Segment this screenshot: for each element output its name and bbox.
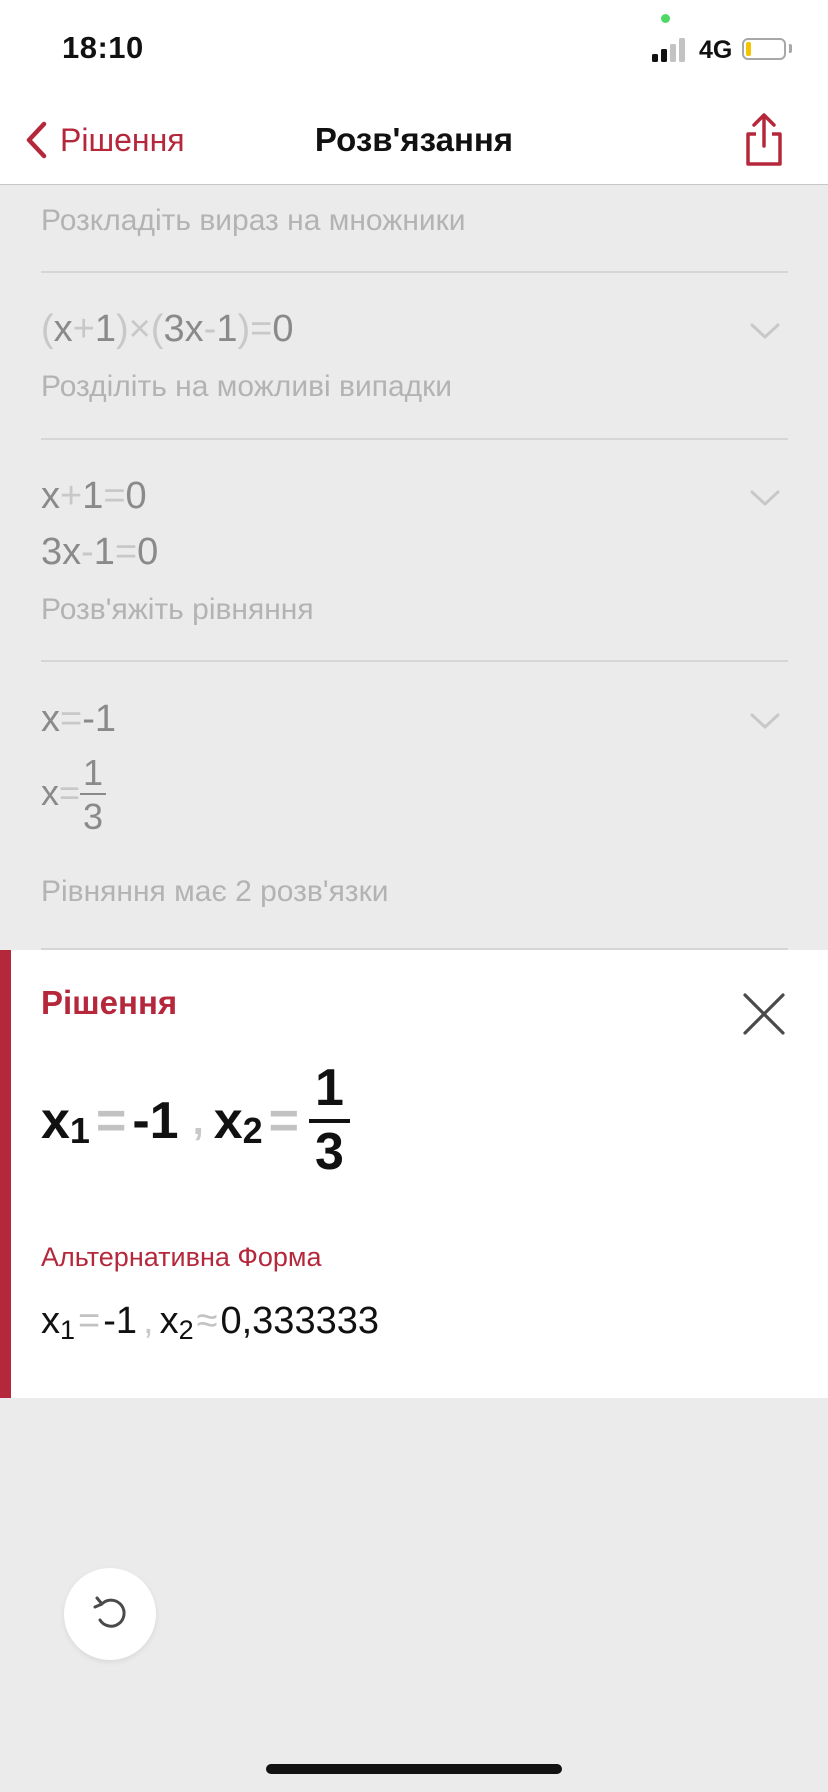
battery-level bbox=[746, 42, 751, 56]
battery-cap bbox=[789, 44, 792, 53]
paren: ( bbox=[41, 308, 54, 350]
operator: - bbox=[203, 308, 217, 350]
operator: = bbox=[60, 698, 83, 740]
operator: × bbox=[128, 308, 151, 350]
step-description: Розв'яжіть рівняння bbox=[41, 593, 314, 626]
step-divider bbox=[41, 271, 788, 273]
variable: x bbox=[41, 698, 60, 740]
number: 1 bbox=[93, 531, 115, 573]
operator: + bbox=[60, 475, 83, 517]
number: 0 bbox=[137, 531, 159, 573]
operator: = bbox=[103, 475, 126, 517]
paren: ) bbox=[237, 308, 251, 350]
fraction-numerator: 1 bbox=[309, 1059, 350, 1123]
solution-card bbox=[0, 950, 828, 1398]
fraction bbox=[80, 752, 106, 839]
number: 1 bbox=[82, 475, 104, 517]
chevron-left-icon bbox=[24, 120, 48, 160]
operator: = bbox=[59, 771, 81, 813]
variable: x bbox=[53, 308, 73, 350]
step-divider bbox=[41, 660, 788, 662]
chevron-down-icon[interactable] bbox=[748, 710, 782, 732]
step-expression bbox=[41, 752, 106, 839]
number: -1 bbox=[132, 1092, 179, 1150]
number: 3 bbox=[41, 531, 63, 573]
battery-icon bbox=[742, 38, 786, 60]
solution-title: Рішення bbox=[41, 984, 178, 1021]
separator: , bbox=[143, 1300, 154, 1342]
variable: x bbox=[41, 1300, 60, 1342]
signal-strength-icon bbox=[652, 38, 692, 62]
number: 0 bbox=[272, 308, 294, 350]
separator: , bbox=[192, 1098, 204, 1143]
operator: = bbox=[268, 1092, 300, 1150]
operator: = bbox=[250, 308, 273, 350]
number: 1 bbox=[216, 308, 238, 350]
page-title: Розв'язання bbox=[314, 121, 514, 158]
operator: = bbox=[114, 531, 138, 573]
operator: ≈ bbox=[196, 1300, 218, 1342]
number: 0 bbox=[125, 475, 147, 517]
step-expression bbox=[41, 531, 158, 574]
step-description: Рівняння має 2 розв'язки bbox=[41, 875, 389, 908]
number: 1 bbox=[94, 308, 116, 350]
back-label: Рішення bbox=[60, 121, 185, 158]
number: -1 bbox=[103, 1300, 138, 1342]
variable: x bbox=[159, 1300, 179, 1342]
fraction-numerator: 1 bbox=[80, 752, 106, 795]
fraction-denominator: 3 bbox=[315, 1123, 344, 1181]
variable: x bbox=[62, 531, 82, 573]
home-indicator[interactable] bbox=[266, 1764, 562, 1774]
subscript: 2 bbox=[242, 1110, 263, 1151]
number: 0,333333 bbox=[220, 1300, 379, 1342]
close-icon[interactable] bbox=[742, 992, 786, 1036]
paren: ) bbox=[116, 308, 129, 350]
variable: x bbox=[213, 1092, 243, 1150]
status-bar bbox=[0, 0, 828, 96]
variable: x bbox=[184, 308, 204, 350]
operator: = bbox=[95, 1092, 127, 1150]
share-icon bbox=[740, 112, 788, 168]
step-description: Розділіть на можливі випадки bbox=[41, 370, 453, 403]
chevron-down-icon[interactable] bbox=[748, 487, 782, 509]
step-expression bbox=[41, 475, 147, 518]
undo-icon bbox=[91, 1594, 129, 1634]
privacy-indicator-dot bbox=[661, 14, 670, 23]
alternative-result bbox=[41, 1300, 379, 1343]
back-button[interactable] bbox=[24, 96, 185, 184]
undo-button[interactable] bbox=[64, 1568, 156, 1660]
share-button[interactable] bbox=[740, 112, 788, 168]
subscript: 2 bbox=[178, 1315, 194, 1345]
fraction-denominator: 3 bbox=[83, 796, 104, 838]
chevron-down-icon[interactable] bbox=[748, 320, 782, 342]
subscript: 1 bbox=[69, 1110, 90, 1151]
alternative-form-title: Альтернативна Форма bbox=[41, 1242, 322, 1272]
step-expression bbox=[41, 698, 116, 741]
network-type: 4G bbox=[699, 36, 733, 64]
navigation-bar bbox=[0, 96, 828, 185]
number: -1 bbox=[82, 698, 116, 740]
operator: + bbox=[72, 308, 95, 350]
variable: x bbox=[41, 475, 60, 517]
step-divider bbox=[41, 438, 788, 440]
operator: = bbox=[78, 1300, 101, 1342]
variable: x bbox=[41, 1092, 70, 1150]
step-expression bbox=[41, 308, 293, 351]
number: 3 bbox=[163, 308, 185, 350]
step-description: Розкладіть вираз на множники bbox=[41, 204, 466, 237]
fraction bbox=[309, 1059, 350, 1183]
paren: ( bbox=[150, 308, 164, 350]
variable: x bbox=[41, 771, 59, 813]
subscript: 1 bbox=[60, 1315, 76, 1345]
solution-result bbox=[41, 1056, 350, 1186]
status-time: 18:10 bbox=[62, 30, 144, 65]
card-accent-bar bbox=[0, 950, 11, 1398]
operator: - bbox=[81, 531, 94, 573]
